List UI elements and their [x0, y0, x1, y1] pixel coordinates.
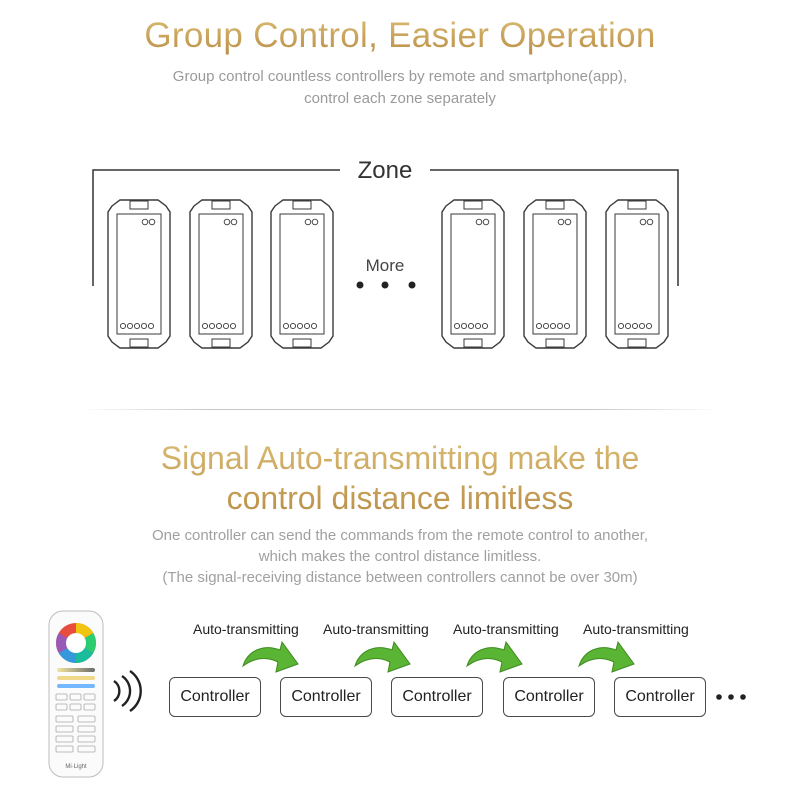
- signal-waves-icon: [110, 670, 150, 712]
- controller-device-1: [108, 200, 170, 348]
- controller-box: Controller: [503, 677, 595, 717]
- desc-line-1: One controller can send the commands from the remote control to another,: [151, 527, 649, 544]
- curved-arrow-icon: [576, 640, 638, 680]
- remote-control-image: [48, 610, 104, 778]
- title-line-2: control distance limitless: [226, 480, 574, 516]
- zone-diagram: [0, 140, 800, 365]
- curved-arrow-icon: [464, 640, 526, 680]
- more-dot: [357, 282, 364, 289]
- auto-transmitting-label: Auto-transmitting: [323, 621, 429, 637]
- controller-box: Controller: [614, 677, 706, 717]
- section1-subtitle: [0, 66, 800, 110]
- curved-arrow-icon: [240, 640, 302, 680]
- controller-device-6: [606, 200, 668, 348]
- controller-box: Controller: [169, 677, 261, 717]
- controller-device-2: [190, 200, 252, 348]
- more-dot: [382, 282, 389, 289]
- controller-box: Controller: [280, 677, 372, 717]
- section-divider: [80, 409, 720, 410]
- desc-line-2: which makes the control distance limitless.: [258, 548, 542, 565]
- section2-title: [0, 438, 800, 518]
- section1-title: Group Control, Easier Operation: [0, 16, 800, 56]
- title-line-1: Signal Auto-transmitting make the: [160, 440, 640, 476]
- auto-transmitting-label: Auto-transmitting: [583, 621, 689, 637]
- desc-line-3: (The signal-receiving distance between controllers cannot be over 30m): [162, 569, 638, 586]
- zone-label: Zone: [357, 157, 413, 184]
- more-dot: [409, 282, 416, 289]
- auto-transmitting-label: Auto-transmitting: [193, 621, 299, 637]
- subtitle-line-2: control each zone separately: [304, 90, 496, 107]
- section2-description: [0, 525, 800, 588]
- more-controllers-dots: [714, 692, 750, 702]
- curved-arrow-icon: [352, 640, 414, 680]
- controller-box: Controller: [391, 677, 483, 717]
- controller-device-5: [524, 200, 586, 348]
- remote-brand-logo: Mi·Light: [65, 764, 87, 770]
- controller-device-3: [271, 200, 333, 348]
- auto-transmitting-label: Auto-transmitting: [453, 621, 559, 637]
- more-label: More: [365, 256, 405, 275]
- controller-device-4: [442, 200, 504, 348]
- subtitle-line-1: Group control countless controllers by remote and smartphone(app),: [172, 68, 628, 85]
